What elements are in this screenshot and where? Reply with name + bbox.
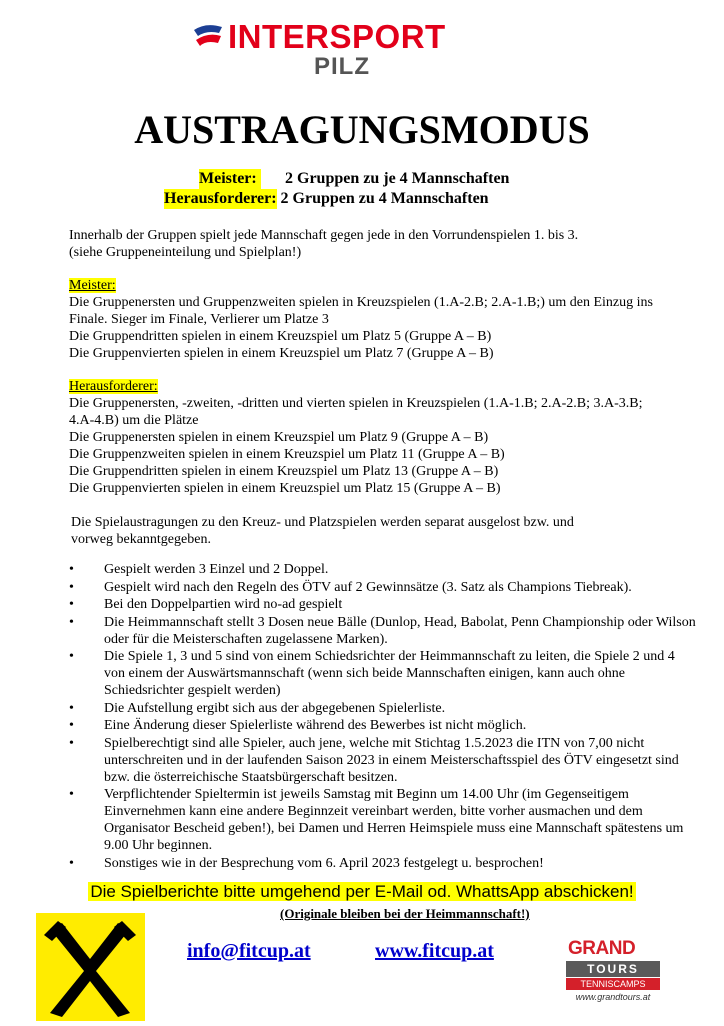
list-item: • Eine Änderung dieser Spielerliste während des Bewerbes ist nicht möglich. (69, 718, 527, 733)
intro-line: (siehe Gruppeneinteilung und Spielplan!) (69, 245, 302, 260)
grandtours-word1: GRAND (568, 938, 636, 959)
page-title: AUSTRAGUNGSMODUS (134, 107, 590, 152)
bullet-icon: • (69, 614, 74, 630)
list-item: • Gespielt wird nach den Regeln des ÖTV auf 2 Gewinnsätze (3. Satz als Champions Tiebreak). (69, 579, 632, 595)
meister-section (69, 277, 691, 362)
meister-heading: Meister: (69, 278, 116, 293)
originals-note: (Originale bleiben bei der Heimmannschaft!) (280, 906, 530, 921)
grandtours-logo (566, 938, 660, 1010)
brand-name: INTERSPORT (228, 18, 446, 55)
list-item: • Verpflichtender Spieltermin ist jeweils Samstag mit Beginn um 14.00 Uhr (im Gegenseitigem Einvernehmen kann eine andere Beginnzeit vereinbart werden, bitte vorher ausmachen und dem Organisator Bescheid geben!), bei Damen und Herren Heimspiele muss eine Mannschaft spätestens um 9.00 Uhr beginnen. (69, 787, 684, 853)
email-link[interactable]: info@fitcup.at (187, 940, 311, 962)
herausforderer-heading: Herausforderer: (69, 379, 158, 394)
list-item: • Die Heimmannschaft stellt 3 Dosen neue Bälle (Dunlop, Head, Babolat, Penn Championship oder Wilson oder für die Meisterschaften zugelassene Marken). (69, 614, 696, 647)
list-item: • Sonstiges wie in der Besprechung vom 6. April 2023 festgelegt u. besprochen! (69, 855, 544, 871)
raiffeisen-logo (36, 913, 145, 1021)
draw-note (71, 514, 693, 548)
mode-herausforderer (164, 189, 489, 209)
bullet-icon: • (69, 700, 74, 716)
grandtours-word3: TENNISCAMPS (566, 978, 660, 990)
herausforderer-line: 4.A-4.B) um die Plätze (69, 413, 199, 428)
raiffeisen-gable-cross-icon (36, 913, 145, 1021)
draw-note-line: vorweg bekanntgegeben. (71, 532, 211, 547)
brand-subname: PILZ (314, 53, 370, 80)
meister-line: Die Gruppenvierten spielen in einem Kreuzspiel um Platz 7 (Gruppe A – B) (69, 346, 494, 361)
list-item: • Gespielt werden 3 Einzel und 2 Doppel. (69, 562, 329, 577)
bullet-icon: • (69, 597, 74, 612)
list-item: • Die Spiele 1, 3 und 5 sind von einem Schiedsrichter der Heimmannschaft zu leiten, die Spiele 2 und 4 von einem der Auswärtsmannschaft (wenn sich beide Mannschaften einigen, kann auch ohne Schiedsrichter gespielt werden) (69, 649, 675, 698)
bullet-icon: • (69, 649, 74, 664)
herausforderer-line: Die Gruppenersten, -zweiten, -dritten und vierten spielen in Kreuzspielen (1.A-1.B; 2.A-2.B; 3.A-3.B; (69, 396, 643, 411)
herausforderer-line: Die Gruppendritten spielen in einem Kreuzspiel um Platz 13 (Gruppe A – B) (69, 464, 499, 479)
meister-line: Die Gruppenersten und Gruppenzweiten spielen in Kreuzspielen (1.A-2.B; 2.A-1.B;) um den Einzug ins (69, 295, 653, 310)
bullet-icon: • (69, 735, 74, 751)
bullet-icon: • (69, 787, 74, 802)
intersport-pilz-logo (192, 18, 467, 80)
bullet-icon: • (69, 718, 74, 733)
mode-meister-label: Meister: (199, 169, 261, 189)
meister-line: Die Gruppendritten spielen in einem Kreuzspiel um Platz 5 (Gruppe A – B) (69, 329, 492, 344)
herausforderer-line: Die Gruppenzweiten spielen in einem Kreuzspiel um Platz 11 (Gruppe A – B) (69, 447, 505, 462)
intro-line: Innerhalb der Gruppen spielt jede Mannschaft gegen jede in den Vorrundenspielen 1. bis 3. (69, 228, 579, 243)
bullet-icon: • (69, 562, 74, 577)
list-item: • Die Aufstellung ergibt sich aus der abgegebenen Spielerliste. (69, 700, 446, 716)
report-notice: Die Spielberichte bitte umgehend per E-Mail od. WhattsApp abschicken! (90, 882, 634, 901)
intro-paragraph (69, 227, 691, 261)
list-item: • Spielberechtigt sind alle Spieler, auch jene, welche mit Stichtag 1.5.2023 die ITN von 7,00 nicht unterschreiten und in der laufenden Saison 2023 in einem Meisterschaftsspiel des ÖTV eingesetzt sind bzw. die österreichische Staatsbürgerschaft besitzen. (69, 735, 679, 785)
mode-meister (199, 169, 509, 189)
herausforderer-line: Die Gruppenvierten spielen in einem Kreuzspiel um Platz 15 (Gruppe A – B) (69, 481, 501, 496)
mode-herausforderer-value: 2 Gruppen zu 4 Mannschaften (280, 190, 489, 207)
draw-note-line: Die Spielaustragungen zu den Kreuz- und Platzspielen werden separat ausgelost bzw. und (71, 515, 574, 530)
bullet-icon: • (69, 579, 74, 595)
website-link[interactable]: www.fitcup.at (375, 940, 494, 962)
mode-meister-value: 2 Gruppen zu je 4 Mannschaften (285, 170, 510, 187)
herausforderer-line: Die Gruppenersten spielen in einem Kreuzspiel um Platz 9 (Gruppe A – B) (69, 430, 489, 445)
list-item: • Bei den Doppelpartien wird no-ad gespielt (69, 597, 343, 612)
grandtours-url: www.grandtours.at (575, 992, 651, 1002)
intersport-swoosh-icon (192, 24, 224, 50)
rules-list (69, 561, 699, 872)
herausforderer-section (69, 378, 691, 497)
grandtours-word2: TOURS (566, 961, 660, 977)
meister-line: Finale. Sieger im Finale, Verlierer um Platze 3 (69, 312, 329, 327)
bullet-icon: • (69, 855, 74, 871)
mode-herausforderer-label: Herausforderer: (164, 190, 277, 207)
